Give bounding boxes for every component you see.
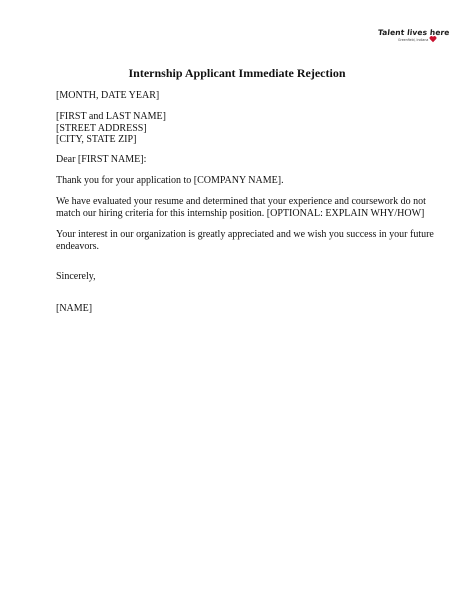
paragraph-evaluation bbox=[56, 196, 426, 219]
salutation: Dear [FIRST NAME]: bbox=[56, 154, 147, 165]
closing: Sincerely, bbox=[56, 271, 96, 282]
heart-icon bbox=[429, 35, 437, 43]
recipient-name: [FIRST and LAST NAME] bbox=[56, 111, 166, 122]
paragraph-appreciation bbox=[56, 229, 434, 252]
letter-title: Internship Applicant Immediate Rejection bbox=[128, 66, 346, 80]
paragraph-appreciation-line-2: endeavors. bbox=[56, 240, 100, 252]
recipient-city: [CITY, STATE ZIP] bbox=[56, 134, 137, 145]
paragraph-evaluation-line-2: match our hiring criteria for this internship position. [OPTIONAL: EXPLAIN WHY/HOW] bbox=[56, 207, 425, 219]
paragraph-thanks: Thank you for your application to [COMPANY NAME]. bbox=[56, 175, 284, 186]
company-logo bbox=[377, 28, 450, 48]
paragraph-appreciation-line-1: Your interest in our organization is greatly appreciated and we wish you success in your future bbox=[56, 229, 434, 240]
logo-wordmark: Talent lives here bbox=[377, 28, 450, 37]
logo-tagline: Greenfield, Indiana bbox=[398, 38, 429, 42]
signature-name: [NAME] bbox=[56, 303, 93, 314]
letter-date: [MONTH, DATE YEAR] bbox=[56, 90, 160, 101]
paragraph-evaluation-line-1: We have evaluated your resume and determined that your experience and coursework do not bbox=[56, 196, 426, 207]
recipient-street: [STREET ADDRESS] bbox=[56, 122, 147, 134]
